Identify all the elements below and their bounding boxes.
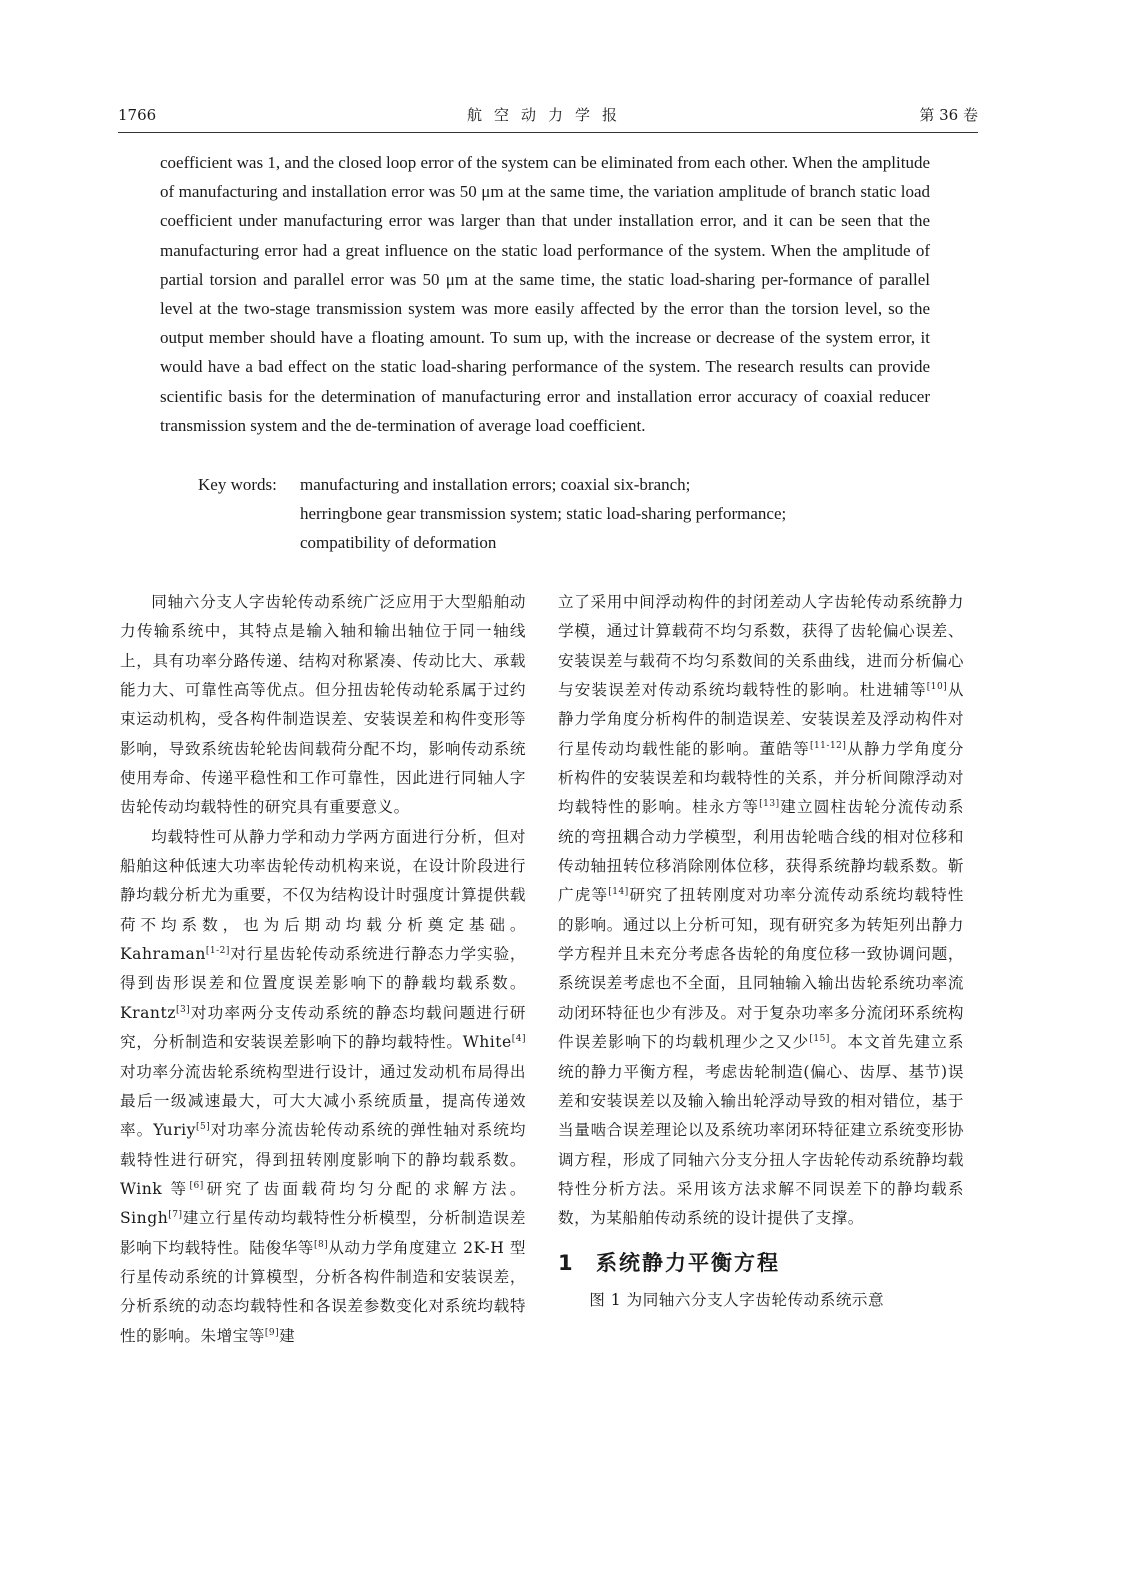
citation-ref: [13] <box>759 799 780 810</box>
text-run: 对功率分流齿轮系统构型进行设计，通过发动机布局得出最后一级减速最大，可大大减小系统质量，提高传递效率。Yuriy <box>120 1062 526 1140</box>
text-run: 立了采用中间浮动构件的封闭差动人字齿轮传动系统静力学模，通过计算载荷不均匀系数，获得了齿轮偏心误差、安装误差与载荷不均匀系数间的关系曲线，进而分析偏心与安装误差对传动系统均载特性的影响。杜进辅等 <box>558 593 964 700</box>
section-paragraph: 图 1 为同轴六分支人字齿轮传动系统示意 <box>589 1290 885 1309</box>
english-abstract <box>160 148 930 440</box>
left-column <box>120 588 526 1351</box>
keywords-list <box>300 470 786 557</box>
section-number: 1 <box>558 1250 575 1275</box>
abstract-text: coefficient was 1, and the closed loop error of the system can be eliminated from each other. When the amplitude of manufacturing and installation error was 50 μm at the same time, the variation amplitude of branch static load coefficient under manufacturing error was larger than that under installation error, and it can be seen that the manufacturing error had a great influence on the static load performance of the system. When the amplitude of partial torsion and parallel error was 50 μm at the same time, the static load-sharing per-formance of parallel level at the two-stage transmission system was more easily affected by the error than the torsion level, so the output member should have a floating amount. To sum up, with the increase or decrease of the system error, it would have a bad effect on the static load-sharing performance of the system. The research results can provide scientific basis for the determination of manufacturing error and installation error accuracy of coaxial reducer transmission system and the de-termination of average load coefficient. <box>160 153 930 435</box>
text-run: 建立圆柱齿轮分流传动系统的弯扭耦合动力学模型，利用齿轮啮合线的相对位移和传动轴扭转位移消除刚体位移，获得系统静均载系数。靳广虎等 <box>558 798 964 905</box>
keywords-line: manufacturing and installation errors; coaxial six-branch; <box>300 475 691 494</box>
section-title: 系统静力平衡方程 <box>596 1250 780 1275</box>
literature-review-continued <box>558 588 964 1234</box>
journal-title: 航空动力学报 <box>466 106 629 124</box>
text-run: 。本文首先建立系统的静力平衡方程，考虑齿轮制造(偏心、齿厚、基节)误差和安装误差以及输入输出轮浮动导致的相对错位，基于当量啮合误差理论以及系统功率闭环特征建立系统变形协调方程，形成了同轴六分支分扭人字齿轮传动系统静均载特性分析方法。采用该方法求解不同误差下的静均载系数，为某船舶传动系统的设计提供了支撑。 <box>558 1033 964 1228</box>
citation-ref: [5] <box>195 1122 211 1133</box>
citation-ref: [8] <box>313 1239 329 1250</box>
citation-ref: [10] <box>926 682 948 693</box>
citation-ref: [14] <box>608 887 629 898</box>
section-heading <box>558 1248 964 1278</box>
running-header <box>118 102 978 128</box>
text-run: 均载特性可从静力学和动力学两方面进行分析，但对船舶这种低速大功率齿轮传动机构来说，在设计阶段进行静均载分析尤为重要，不仅为结构设计时强度计算提供载荷不均系数，也为后期动均载分析奠定基础。Kahraman <box>120 827 526 964</box>
text-run: 对行星齿轮传动系统进行静态力学实验，得到齿形误差和位置度误差影响下的静载均载系数。Krantz <box>120 945 526 1022</box>
text-run: 对功率分流齿轮传动系统的弹性轴对系统均载特性进行研究，得到扭转刚度影响下的静均载系数。Wink 等 <box>120 1121 526 1198</box>
right-column <box>558 588 964 1315</box>
citation-ref: [3] <box>175 1004 191 1015</box>
citation-ref: [4] <box>511 1034 526 1045</box>
citation-ref: [15] <box>809 1034 830 1045</box>
header-rule <box>118 132 978 133</box>
literature-review-paragraph <box>120 823 526 1351</box>
text-run: 从静力学角度分析构件的安装误差和均载特性的关系，并分析间隙浮动对均载特性的影响。桂永方等 <box>558 739 964 817</box>
page-number: 1766 <box>118 106 157 124</box>
keywords-line: herringbone gear transmission system; static load-sharing performance; <box>300 504 787 523</box>
text-run: 建 <box>279 1326 296 1345</box>
intro-paragraph: 同轴六分支人字齿轮传动系统广泛应用于大型船舶动力传输系统中，其特点是输入轴和输出轴位于同一轴线上，具有功率分路传递、结构对称紧凑、传动比大、承载能力大、可靠性高等优点。但分扭齿轮传动轮系属于过约束运动机构，受各构件制造误差、安装误差和构件变形等影响，导致系统齿轮轮齿间载荷分配不均，影响传动系统使用寿命、传递平稳性和工作可靠性，因此进行同轴人字齿轮传动均载特性的研究具有重要意义。 <box>120 593 526 817</box>
text-run: 研究了扭转刚度对功率分流传动系统均载特性的影响。通过以上分析可知，现有研究多为转矩列出静力学方程并且未充分考虑各齿轮的角度位移一致协调问题，系统误差考虑也不全面，且同轴输入输出齿轮系统功率流动闭环特征也少有涉及。对于复杂功率多分流闭环系统构件误差影响下的均载机理少之又少 <box>558 886 964 1052</box>
volume-number: 第 36 卷 <box>919 106 978 124</box>
keywords-label: Key words: <box>198 475 277 494</box>
keywords-line: compatibility of deformation <box>300 533 497 552</box>
text-run: 对功率两分支传动系统的静态均载问题进行研究，分析制造和安装误差影响下的静均载特性。White <box>120 1003 526 1052</box>
citation-ref: [11-12] <box>809 740 847 751</box>
text-run: 从静力学角度分析构件的制造误差、安装误差及浮动构件对行星传动均载性能的影响。董皓等 <box>558 681 964 758</box>
citation-ref: [6] <box>189 1180 204 1191</box>
text-run: 研究了齿面载荷均匀分配的求解方法。Singh <box>120 1179 526 1228</box>
citation-ref: [9] <box>264 1327 280 1338</box>
text-run: 建立行星传动均载特性分析模型，分析制造误差影响下均载特性。陆俊华等 <box>120 1209 526 1257</box>
text-run: 从动力学角度建立 2K-H 型行星传动系统的计算模型，分析各构件制造和安装误差，分析系统的动态均载特性和各误差参数变化对系统均载特性的影响。朱增宝等 <box>120 1238 526 1345</box>
citation-ref: [7] <box>168 1210 183 1221</box>
citation-ref: [1-2] <box>205 946 230 957</box>
